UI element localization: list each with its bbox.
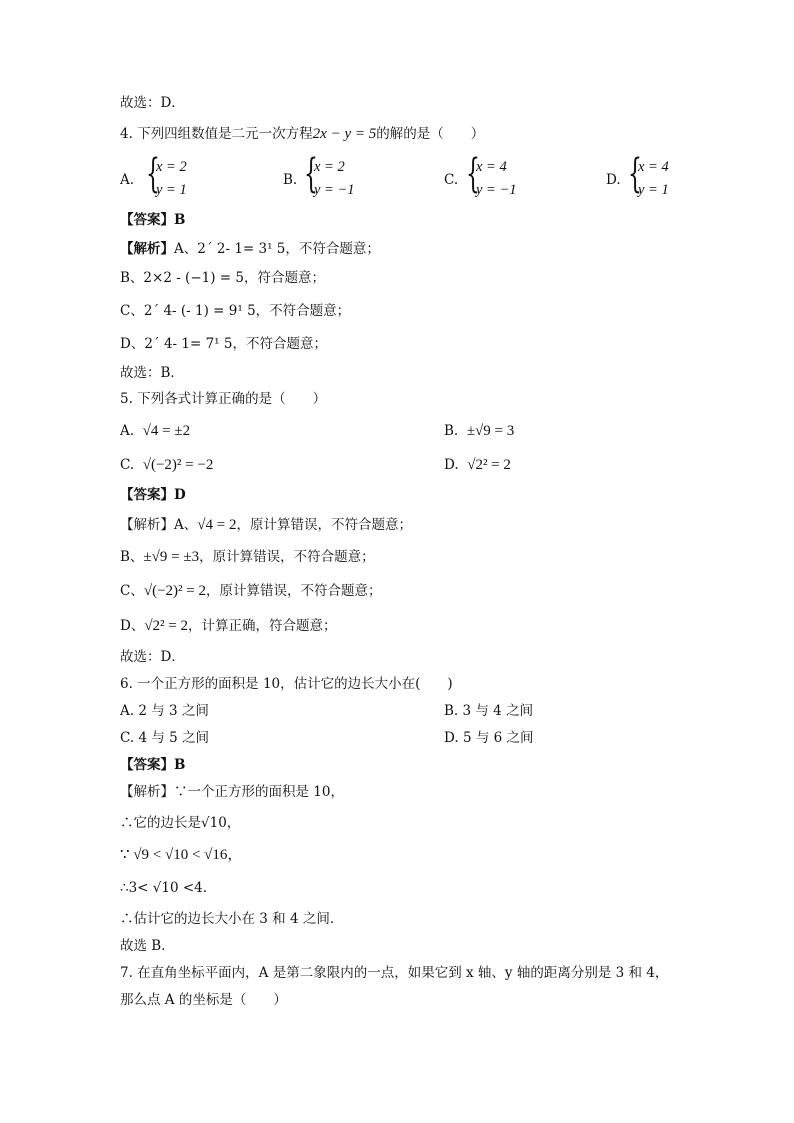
q6-option-d-text: 5 与 6 之间 bbox=[462, 730, 534, 746]
q6-analysis-4: ∴3< √10 <4． bbox=[120, 880, 217, 896]
q5-option-b-label: B. bbox=[444, 423, 459, 439]
q5-option-d bbox=[444, 455, 511, 475]
q6-option-b-text: 3 与 4 之间 bbox=[462, 703, 534, 719]
q4-stem bbox=[120, 124, 484, 144]
q6-analysis-2: ∴它的边长是√10， bbox=[120, 815, 241, 831]
q5-stem: 5. 下列各式计算正确的是（ ） bbox=[120, 391, 327, 407]
q4-stem-equation: 2x − y = 5 bbox=[312, 126, 377, 142]
q6-stem: 6. 一个正方形的面积是 10，估计它的边长大小在( ) bbox=[120, 676, 453, 692]
document-page bbox=[120, 0, 720, 1123]
q4-analysis-line-1 bbox=[120, 239, 380, 259]
q6-option-b bbox=[444, 701, 533, 721]
q5-conclusion: 故选：D． bbox=[120, 649, 185, 665]
q5-option-d-label: D. bbox=[444, 457, 459, 473]
q5-analysis-c bbox=[120, 581, 381, 601]
q4-option-a-eq1: x = 2 bbox=[156, 159, 187, 175]
q6-option-c bbox=[120, 728, 209, 748]
q6-answer: 【答案】B bbox=[120, 757, 186, 773]
q5-analysis-d-math: √2² = 2 bbox=[144, 618, 189, 634]
q4-analysis-label: 【解析】 bbox=[120, 241, 174, 257]
q6-option-d bbox=[444, 728, 534, 748]
q5-analysis-c-suffix: ，原计算错误，不符合题意； bbox=[205, 583, 382, 599]
brace-icon: { bbox=[628, 151, 642, 197]
q5-option-c-expr: √(−2)² = −2 bbox=[142, 457, 214, 473]
q5-analysis-d-prefix: D、 bbox=[120, 618, 145, 634]
q5-answer: 【答案】D bbox=[120, 487, 186, 503]
q4-option-b-eq2: y = −1 bbox=[314, 182, 355, 198]
q6-option-b-label: B. bbox=[444, 703, 459, 719]
q4-stem-suffix: 的解的是（ ） bbox=[376, 126, 485, 142]
q4-stem-prefix: 4. 下列四组数值是二元一次方程 bbox=[120, 126, 313, 142]
q4-analysis-c: C、2´ 4- (- 1) = 9¹ 5，不符合题意； bbox=[120, 303, 351, 319]
q4-option-b-eq1: x = 2 bbox=[314, 159, 345, 175]
q5-analysis-c-prefix: C、 bbox=[120, 583, 144, 599]
q5-option-c-label: C. bbox=[120, 457, 135, 473]
q5-analysis-b-math: ±√9 = ±3 bbox=[143, 549, 200, 565]
q4-option-d-eq2: y = 1 bbox=[638, 182, 669, 198]
q5-analysis-a-math: √4 = 2 bbox=[197, 517, 237, 533]
q7-stem-line-1: 7. 在直角坐标平面内，A 是第二象限内的一点，如果它到 x 轴、y 轴的距离分别是 3 和 4， bbox=[120, 965, 669, 981]
q6-option-a-label: A. bbox=[120, 703, 135, 719]
q5-analysis-a-prefix: 【解析】A、 bbox=[120, 517, 198, 533]
q4-analysis-d: D、2´ 4- 1= 7¹ 5，不符合题意； bbox=[120, 336, 327, 352]
q5-analysis-a bbox=[120, 515, 412, 535]
q4-option-d-eq1: x = 4 bbox=[638, 159, 669, 175]
q5-option-d-expr: √2² = 2 bbox=[467, 457, 511, 473]
q7-stem-line-2: 那么点 A 的坐标是（ ） bbox=[120, 992, 287, 1008]
q4-analysis-b: B、2×2 - (−1) = 5，符合题意； bbox=[120, 270, 325, 286]
q4-option-a-eq2: y = 1 bbox=[156, 182, 187, 198]
q4-option-b-label: B. bbox=[283, 172, 298, 188]
brace-icon: { bbox=[304, 151, 318, 197]
q5-option-b-expr: ±√9 = 3 bbox=[466, 423, 515, 439]
q4-option-c-eq2: y = −1 bbox=[476, 182, 517, 198]
brace-icon: { bbox=[146, 151, 160, 197]
q4-option-c-label: C. bbox=[444, 172, 459, 188]
q5-option-a-label: A. bbox=[120, 423, 135, 439]
q5-analysis-a-suffix: ，原计算错误，不符合题意； bbox=[236, 517, 412, 533]
q6-analysis-3: ∵ √9 < √10 < √16， bbox=[120, 847, 243, 863]
q4-option-c-eq1: x = 4 bbox=[476, 159, 507, 175]
q6-option-d-label: D. bbox=[444, 730, 459, 746]
q5-option-c bbox=[120, 455, 213, 475]
q4-option-d-label: D. bbox=[606, 172, 621, 188]
q5-analysis-b bbox=[120, 547, 375, 567]
q5-analysis-c-math: √(−2)² = 2 bbox=[143, 583, 206, 599]
q5-option-a bbox=[120, 421, 190, 441]
q5-analysis-b-suffix: ，原计算错误，不符合题意； bbox=[199, 549, 375, 565]
q6-option-c-text: 4 与 5 之间 bbox=[138, 730, 209, 746]
q5-option-a-expr: √4 = ±2 bbox=[142, 423, 191, 439]
q4-analysis-a: A、2´ 2- 1= 3¹ 5，不符合题意； bbox=[174, 241, 380, 257]
brace-icon: { bbox=[466, 151, 480, 197]
q3-conclusion: 故选：D． bbox=[120, 95, 185, 111]
q6-conclusion: 故选 B． bbox=[120, 938, 175, 954]
q5-analysis-d bbox=[120, 616, 337, 636]
q5-option-b bbox=[444, 421, 514, 441]
q4-option-a-label: A. bbox=[120, 172, 135, 188]
q6-analysis-1: 【解析】∵一个正方形的面积是 10， bbox=[120, 784, 344, 800]
q5-analysis-d-suffix: ，计算正确，符合题意； bbox=[188, 618, 337, 634]
q4-conclusion: 故选：B． bbox=[120, 365, 184, 381]
q5-analysis-b-prefix: B、 bbox=[120, 549, 144, 565]
q6-option-c-label: C. bbox=[120, 730, 135, 746]
q6-option-a-text: 2 与 3 之间 bbox=[138, 703, 209, 719]
q6-analysis-5: ∴估计它的边长大小在 3 和 4 之间． bbox=[120, 911, 344, 927]
q6-option-a bbox=[120, 701, 209, 721]
q4-answer: 【答案】B bbox=[120, 212, 186, 228]
